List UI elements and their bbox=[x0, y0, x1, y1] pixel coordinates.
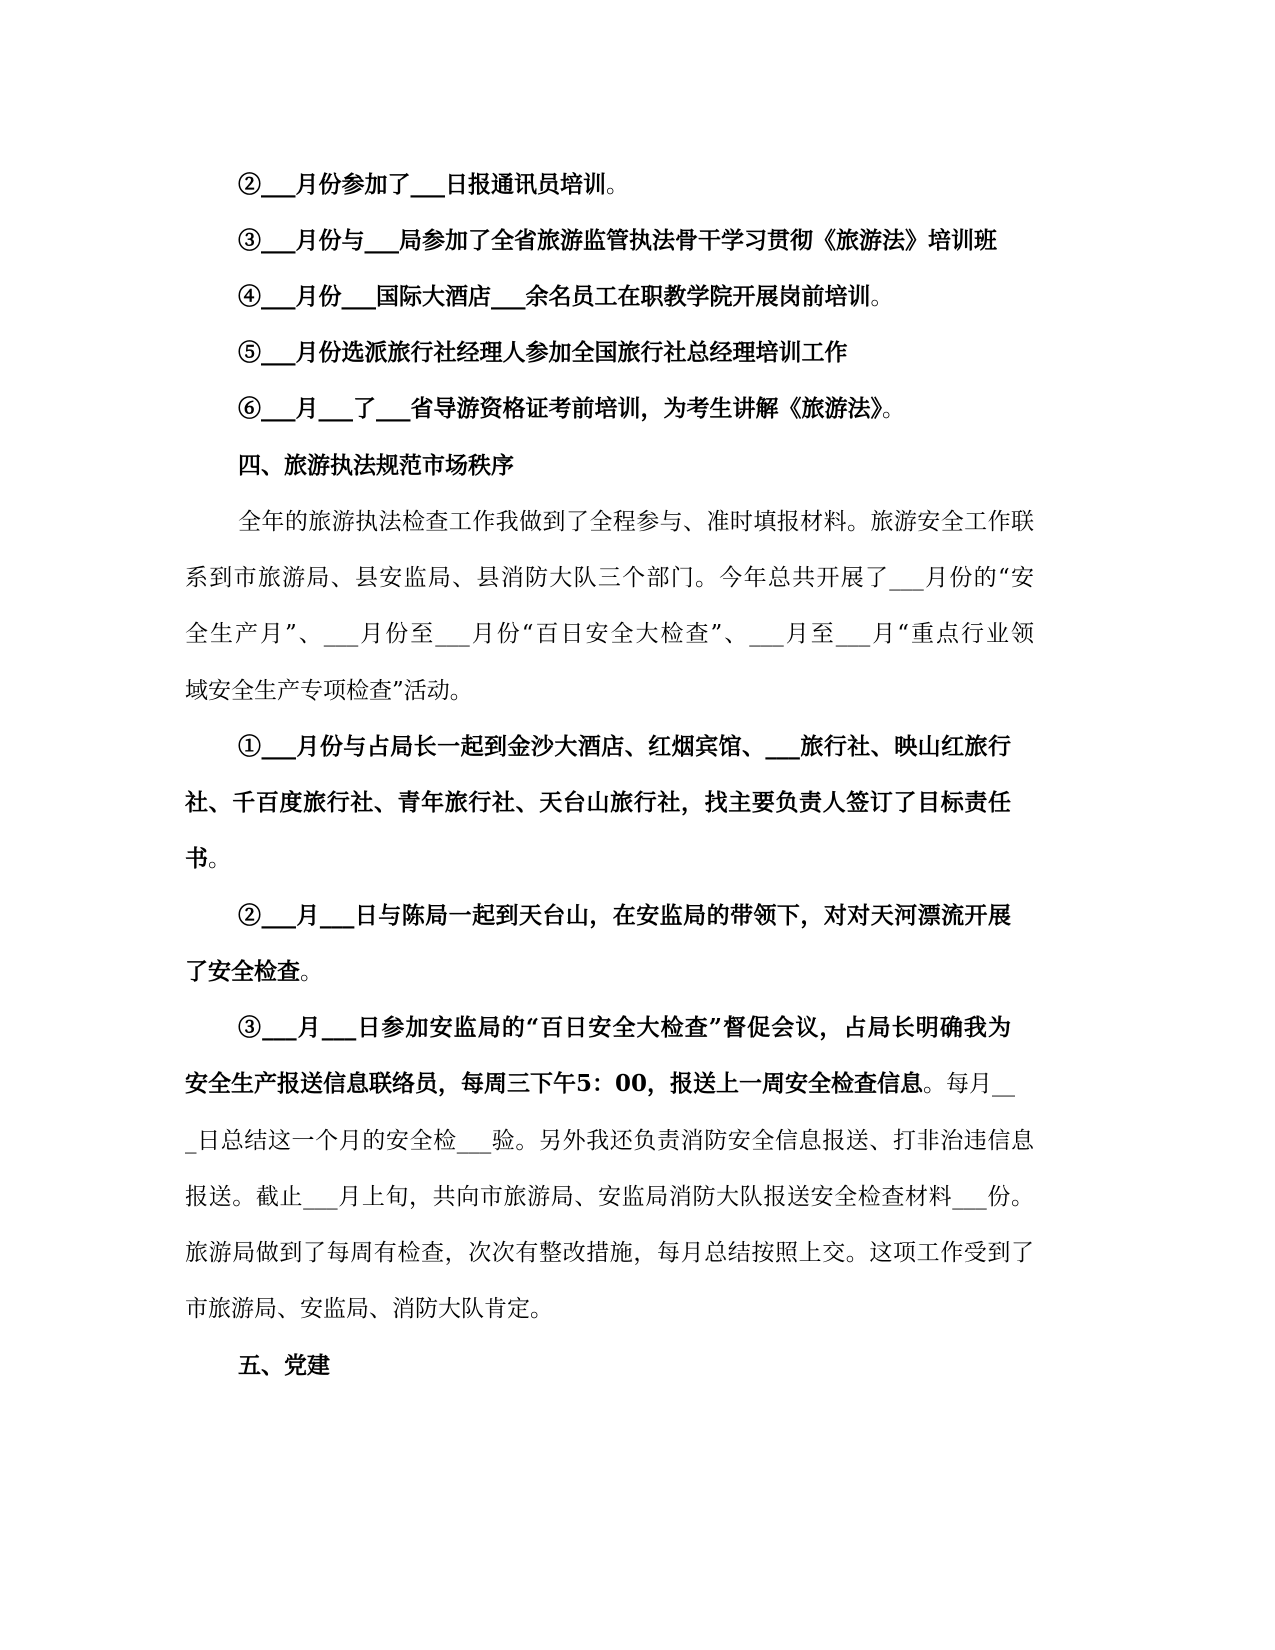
training-item-2: ②___月份参加了___日报通讯员培训。 bbox=[238, 171, 629, 198]
training-item-3: ③___月份与___局参加了全省旅游监管执法骨干学习贯彻《旅游法》培训班 bbox=[238, 227, 997, 254]
inspection-item-1-cont: 社、千百度旅行社、青年旅行社、天台山旅行社，找主要负责人签订了目标责任 bbox=[185, 789, 1011, 816]
paragraph-line: 系到市旅游局、县安监局、县消防大队三个部门。今年总共开展了___月份的“安 bbox=[185, 565, 1034, 591]
paragraph-line: 报送。截止___月上旬，共向市旅游局、安监局消防大队报送安全检查材料___份。 bbox=[185, 1184, 1034, 1210]
inspection-item-1-cont: 书。 bbox=[185, 845, 231, 872]
training-item-5: ⑤___月份选派旅行社经理人参加全国旅行社总经理培训工作 bbox=[238, 339, 848, 366]
inspection-item-2: ②___月___日与陈局一起到天台山，在安监局的带领下，对对天河漂流开展 bbox=[238, 902, 1011, 929]
paragraph-line: 域安全生产专项检查”活动。 bbox=[185, 678, 473, 704]
training-item-4: ④___月份___国际大酒店___余名员工在职教学院开展岗前培训。 bbox=[238, 283, 894, 310]
inspection-item-2-cont: 了安全检查。 bbox=[185, 958, 323, 985]
paragraph-line: 全年的旅游执法检查工作我做到了全程参与、准时填报材料。旅游安全工作联 bbox=[238, 509, 1034, 535]
paragraph-line: 市旅游局、安监局、消防大队肯定。 bbox=[185, 1296, 553, 1322]
paragraph-line: _日总结这一个月的安全检___验。另外我还负责消防安全信息报送、打非治违信息 bbox=[185, 1128, 1034, 1154]
training-item-6: ⑥___月___了___省导游资格证考前培训，为考生讲解《旅游法》。 bbox=[238, 395, 905, 422]
inspection-item-3: ③___月___日参加安监局的“百日安全大检查”督促会议，占局长明确我为 bbox=[238, 1014, 1011, 1041]
section-heading-4: 四、旅游执法规范市场秩序 bbox=[238, 452, 514, 479]
paragraph-line: 旅游局做到了每周有检查，次次有整改措施，每月总结按照上交。这项工作受到了 bbox=[185, 1240, 1034, 1266]
section-heading-5: 五、党建 bbox=[238, 1352, 330, 1379]
paragraph-line: 全生产月”、___月份至___月份“百日安全大检查”、___月至___月“重点行业领 bbox=[185, 621, 1034, 647]
inspection-item-1: ①___月份与占局长一起到金沙大酒店、红烟宾馆、___旅行社、映山红旅行 bbox=[238, 733, 1011, 760]
inspection-item-3-cont: 安全生产报送信息联络员，每周三下午5：00，报送上一周安全检查信息。每月__ bbox=[185, 1070, 1016, 1097]
